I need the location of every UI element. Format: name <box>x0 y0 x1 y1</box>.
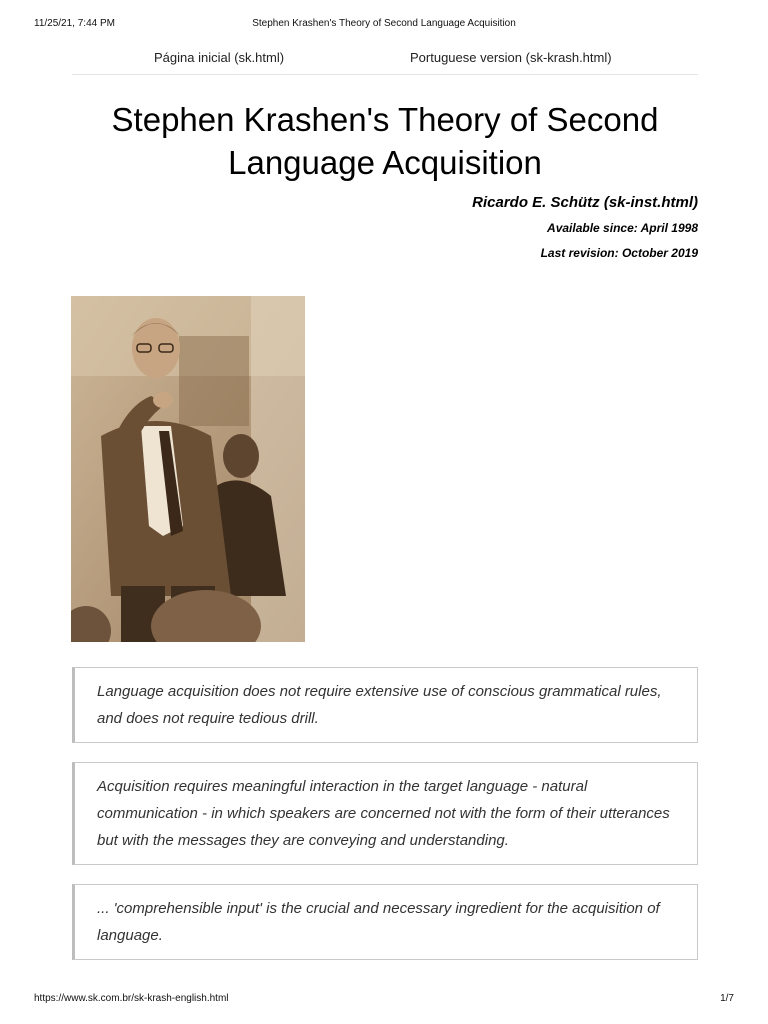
quote-block-2 <box>72 762 698 865</box>
available-since: Available since: April 1998 <box>547 221 698 235</box>
print-page-title: Stephen Krashen's Theory of Second Language Acquisition <box>252 18 516 29</box>
page-title: Stephen Krashen's Theory of Second Language Acquisition <box>111 101 659 181</box>
quote-block-3 <box>72 884 698 960</box>
quote-text-1: Language acquisition does not require extensive use of conscious grammatical rules, and does not require tedious drill. <box>97 683 662 727</box>
quote-text-3: ... 'comprehensible input' is the crucial and necessary ingredient for the acquisition of language. <box>97 900 660 944</box>
quote-text-2: Acquisition requires meaningful interaction in the target language - natural communication - in which speakers are concerned not with the form of their utterances but with the messages they are conveying and understanding. <box>97 778 670 849</box>
krashen-photo <box>71 296 305 642</box>
home-link[interactable]: Página inicial (sk.html) <box>154 50 285 65</box>
quote-block-1 <box>72 667 698 743</box>
print-datetime: 11/25/21, 7:44 PM <box>34 18 115 29</box>
print-footer <box>34 993 734 1007</box>
print-page-number: 1/7 <box>720 993 734 1004</box>
print-header <box>34 18 734 32</box>
print-url: https://www.sk.com.br/sk-krash-english.html <box>34 993 229 1004</box>
krashen-photo-image <box>71 296 305 642</box>
last-revision: Last revision: October 2019 <box>540 246 698 260</box>
author-link[interactable]: Ricardo E. Schütz (sk-inst.html) <box>472 194 698 211</box>
top-nav <box>72 50 698 75</box>
portuguese-version-link[interactable]: Portuguese version (sk-krash.html) <box>410 50 612 65</box>
